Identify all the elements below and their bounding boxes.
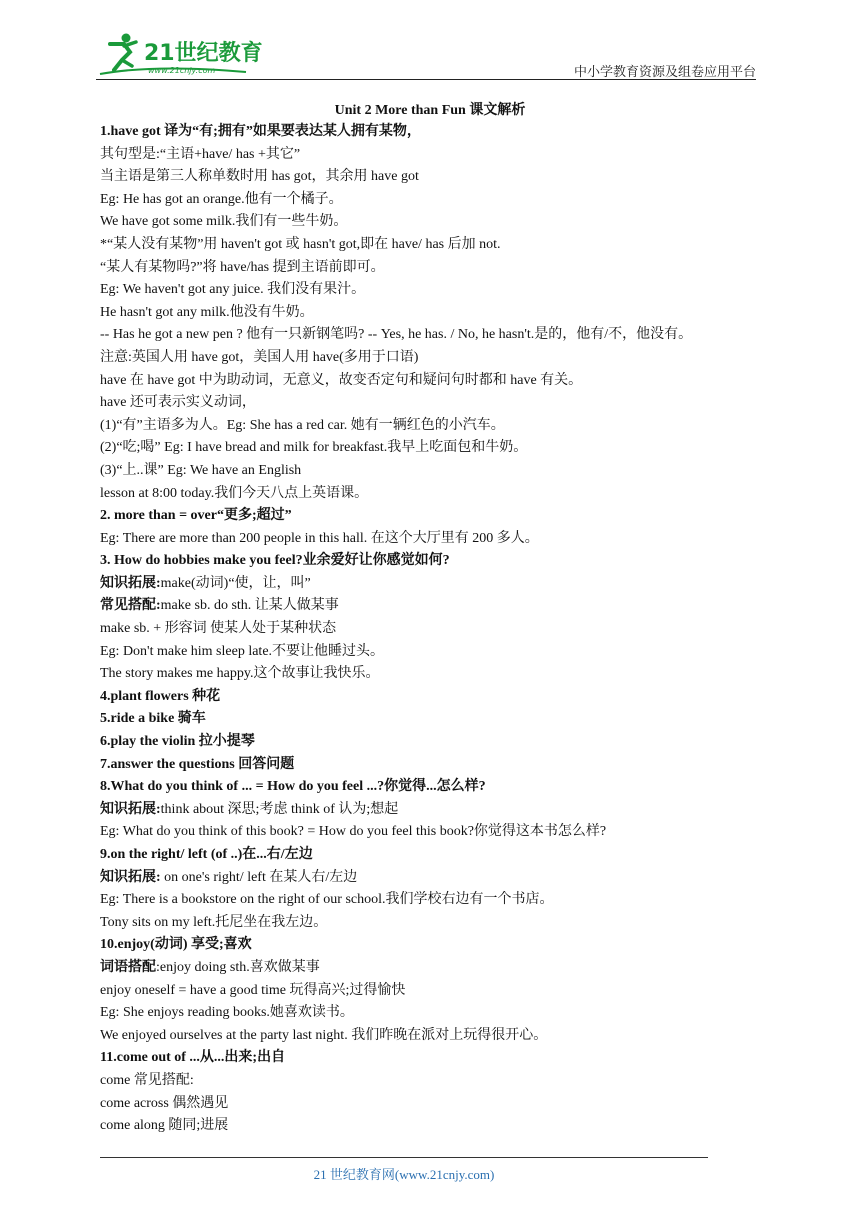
text-line: 2. more than = over“更多;超过” <box>100 508 292 524</box>
text-line: Eg: There are more than 200 people in this hall. 在这个大厅里有 200 多人。 <box>100 530 539 546</box>
text-line: (3)“上..课” Eg: We have an English <box>100 462 302 478</box>
text-line: 其句型是:“主语+have/ has +其它” <box>100 146 301 162</box>
text-line: Eg: What do you think of this book? = How do you feel this book?你觉得这本书怎么样? <box>100 824 607 840</box>
text-line: 11.come out of ...从...出来;出自 <box>100 1050 286 1066</box>
text-line <box>100 957 780 980</box>
footer-divider <box>100 1157 708 1158</box>
text-run: on one's right/ left 在某人右/左边 <box>160 869 358 885</box>
text-line: We enjoyed ourselves at the party last night. 我们昨晚在派对上玩得很开心。 <box>100 1027 548 1043</box>
text-line: 5.ride a bike 骑车 <box>100 711 206 727</box>
text-line: 注意:英国人用 have got，美国人用 have(多用于口语) <box>100 349 419 365</box>
text-line: 7.answer the questions 回答问题 <box>100 756 295 772</box>
text-line: have 还可表示实义动词， <box>100 395 256 411</box>
text-run: :enjoy doing sth.喜欢做某事 <box>156 959 320 975</box>
text-line: “某人有某物吗?”将 have/has 提到主语前即可。 <box>100 259 385 275</box>
page-title: Unit 2 More than Fun 课文解析 <box>334 103 526 118</box>
text-line <box>100 799 780 822</box>
text-line: Eg: Don't make him sleep late.不要让他睡过头。 <box>100 643 385 659</box>
text-run: 知识拓展: <box>100 869 161 885</box>
text-line: lesson at 8:00 today.我们今天八点上英语课。 <box>100 485 369 501</box>
text-run: make sb. do sth. 让某人做某事 <box>160 598 339 614</box>
text-line <box>100 867 780 890</box>
logo-icon <box>96 30 266 78</box>
text-line: make sb. + 形容词 使某人处于某种状态 <box>100 621 337 637</box>
footer-link[interactable]: 21 世纪教育网(www.21cnjy.com) <box>313 1167 495 1182</box>
header-divider <box>96 79 756 80</box>
text-line: come across 偶然遇见 <box>100 1095 229 1111</box>
text-line: 6.play the violin 拉小提琴 <box>100 734 255 750</box>
text-line: -- Has he got a new pen ? 他有一只新钢笔吗? -- Yes, he has. / No, he hasn't.是的，他有/不，他没有。 <box>100 327 693 343</box>
text-line: He hasn't got any milk.他没有牛奶。 <box>100 304 314 320</box>
text-run: 知识拓展: <box>100 575 161 591</box>
text-line: *“某人没有某物”用 haven't got 或 hasn't got,即在 have/ has 后加 not. <box>100 236 501 252</box>
text-run: make(动词)“使，让，叫” <box>160 575 311 591</box>
text-line: 3. How do hobbies make you feel?业余爱好让你感觉如何? <box>100 553 450 569</box>
text-line <box>100 573 780 596</box>
text-line: We have got some milk.我们有一些牛奶。 <box>100 214 348 230</box>
text-run: 知识拓展: <box>100 801 161 817</box>
text-line <box>100 595 780 618</box>
text-line: Eg: He has got an orange.他有一个橘子。 <box>100 191 343 207</box>
text-line: come along 随同;进展 <box>100 1118 229 1134</box>
text-line: 1.have got 译为“有;拥有”如果要表达某人拥有某物， <box>100 124 421 139</box>
text-line: 当主语是第三人称单数时用 has got，其余用 have got <box>100 169 419 185</box>
text-line: enjoy oneself = have a good time 玩得高兴;过得愉快 <box>100 982 406 998</box>
text-line: come 常见搭配: <box>100 1072 194 1088</box>
document-body <box>100 121 780 1138</box>
text-line: (2)“吃;喝” Eg: I have bread and milk for breakfast.我早上吃面包和牛奶。 <box>100 440 528 456</box>
text-line: Tony sits on my left.托尼坐在我左边。 <box>100 914 328 930</box>
platform-label: 中小学教育资源及组卷应用平台 <box>573 64 756 79</box>
text-line: 9.on the right/ left (of ..)在...右/左边 <box>100 847 313 862</box>
text-line: Eg: She enjoys reading books.她喜欢读书。 <box>100 1005 354 1021</box>
page-header <box>96 30 756 80</box>
text-run: think about 深思;考虑 think of 认为;想起 <box>160 801 399 817</box>
text-line: (1)“有”主语多为人。Eg: She has a red car. 她有一辆红色的小汽车。 <box>100 417 505 433</box>
text-line: Eg: We haven't got any juice. 我们没有果汁。 <box>100 282 366 298</box>
text-line: Eg: There is a bookstore on the right of our school.我们学校右边有一个书店。 <box>100 892 554 908</box>
logo-url: www.21cnjy.com <box>148 66 216 75</box>
text-line: 4.plant flowers 种花 <box>100 688 221 704</box>
logo-text: 21世纪教育 <box>144 41 263 66</box>
text-run: 词语搭配 <box>100 959 156 975</box>
text-line: 8.What do you think of ... = How do you feel ...?你觉得...怎么样? <box>100 779 486 795</box>
text-run: 常见搭配: <box>100 598 161 614</box>
text-line: have 在 have got 中为助动词，无意义，故变否定句和疑问句时都和 have 有关。 <box>100 372 583 388</box>
text-line: 10.enjoy(动词) 享受;喜欢 <box>100 937 252 953</box>
text-line: The story makes me happy.这个故事让我快乐。 <box>100 666 380 682</box>
